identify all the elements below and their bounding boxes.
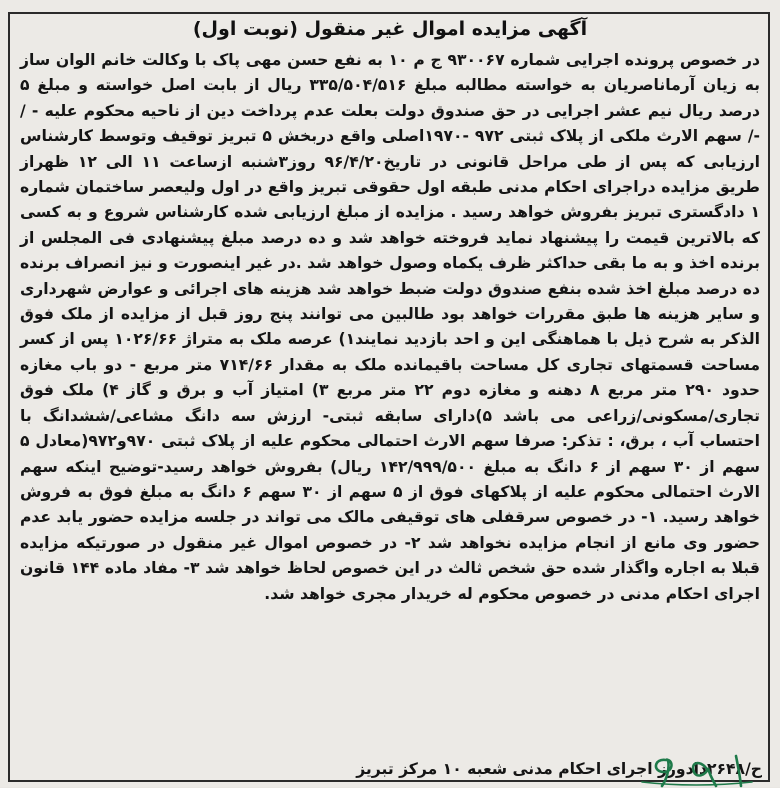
notice-footer: ح/۲۶۴۸دادورز اجرای احکام مدنی شعبه ۱۰ مرکز تبریز bbox=[356, 760, 762, 778]
notice-body: در خصوص پرونده اجرایی شماره ۹۳۰۰۶۷ ج م ۱۰ به نفع حسن مهی پاک با وکالت خانم الوان ساز به زیان آرماناصریان به خواسته مطالبه مبلغ ۳۳۵/۵۰۴/۵۱۶ ریال از بابت اصل خواسته و مبلغ ۵ درصد ریال نیم عشر اجرایی در حق صندوق دولت بعلت عدم پرداخت دین از ناحیه محکوم علیه - / -/ سهم الارث ملکی از پلاک ثبتی ۹۷۲ -۱۹۷۰اصلی واقع دربخش ۵ تبریز توقیف وتوسط کارشناس ارزیابی که پس از طی مراحل قانونی در تاریخ۹۶/۴/۲۰ روز۳شنبه ازساعت ۱۱ الی ۱۲ ظهراز طریق مزایده دراجرای احکام مدنی طبقه اول حقوقی تبریز واقع در اول ولیعصر ساختمان شماره ۱ دادگستری تبریز بفروش خواهد رسید . مزایده از مبلغ ارزیابی شده کارشناس شروع و به کسی که بالاترین قیمت را پیشنهاد نماید فروخته خواهد شد و ده درصد مبلغ پیشنهادی فی المجلس از برنده اخذ و به ما بقی حداکثر ظرف یکماه وصول خواهد شد .در غیر اینصورت و نیز انصراف برنده ده درصد مبلغ اخذ شده بنفع صندوق دولت ضبط خواهد شد هزینه های اجرائی و عوارض شهرداری و سایر هزینه ها طبق مقررات خواهد بود طالبین می توانند پنج روز قبل از مزایده از ملک فوق الذکر به شرح ذیل با هماهنگی این و احد بازدید نمایند۱) عرصه ملک به متراژ ۱۰۲۶/۶۶ پس از کسر مساحت قسمتهای تجاری کل مساحت باقیمانده ملک به مقدار ۷۱۴/۶۶ متر مربع - دو باب مغازه حدود ۲۹۰ متر مربع ۸ دهنه و مغازه دوم ۲۲ متر مربع ۳) امتیاز آب و برق و گاز ۴) ملک فوق تجاری/مسکونی/زراعی می باشد ۵)دارای سابقه ثبتی- ارزش سه دانگ مشاعی/ششدانگ با احتساب آب ، برق، : تذکر: صرفا سهم الارث احتمالی محکوم علیه از پلاک ثبتی ۹۷۰و۹۷۲(معادل ۵ سهم از ۳۰ سهم از ۶ دانگ به مبلغ ۱۴۲/۹۹۹/۵۰۰ ریال) بفروش خواهد رسید-توضیح اینکه سهم الارث احتمالی محکوم علیه از پلاکهای فوق از ۵ سهم از ۳۰ سهم ۶ دانگ به مبلغ فوق به فروش خواهد رسید. ۱- در خصوص سرقفلی های توقیفی مالک می تواند در جلسه مزایده حضور یابد عدم حضور وی مانع از انجام مزایده نخواهد شد ۲- در خصوص اموال غیر منقول در صورتیکه مزایده قبلا به اجاره واگذار شده حق شخص ثالث در این خصوص لحاظ خواهد شد ۳- مفاد ماده ۱۴۴ قانون اجرای احکام مدنی در خصوص محکوم له خریدار مجری خواهد شد. bbox=[20, 51, 761, 603]
handwritten-number-mark bbox=[636, 752, 756, 788]
notice-title: آگهی مزایده اموال غیر منقول (نوبت اول) bbox=[192, 18, 588, 40]
